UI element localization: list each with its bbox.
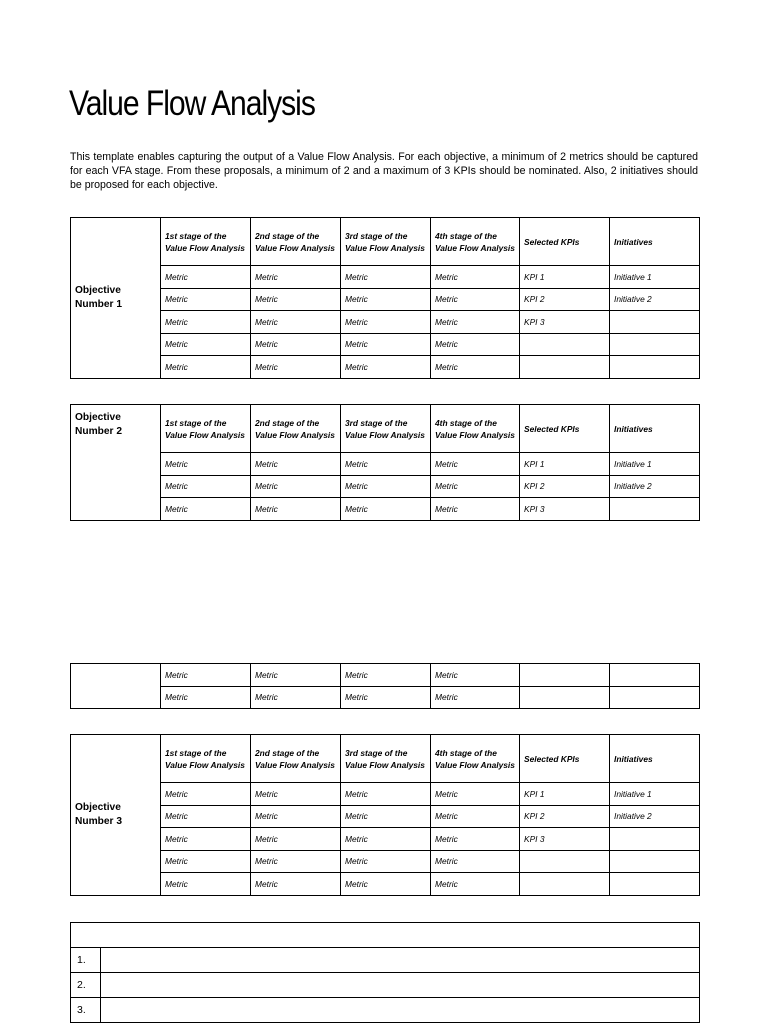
- empty-cell[interactable]: [610, 873, 700, 896]
- metric-cell[interactable]: Metric: [161, 356, 251, 379]
- metric-cell[interactable]: Metric: [251, 828, 341, 851]
- table-row: [71, 828, 700, 851]
- header-stage-4: 4th stage of the Value Flow Analysis: [431, 735, 520, 783]
- empty-cell[interactable]: [610, 686, 700, 709]
- metric-cell[interactable]: Metric: [341, 311, 431, 334]
- initiative-cell[interactable]: Initiative 2: [610, 805, 700, 828]
- kpi-cell[interactable]: KPI 2: [520, 288, 610, 311]
- metric-cell[interactable]: Metric: [251, 356, 341, 379]
- empty-cell[interactable]: [610, 356, 700, 379]
- metric-cell[interactable]: Metric: [251, 498, 341, 521]
- table-header-row: [71, 405, 700, 453]
- objective-3-table: [70, 734, 700, 896]
- list-entry[interactable]: [101, 973, 700, 998]
- list-number: 1.: [71, 948, 101, 973]
- numbered-list-table: [70, 922, 700, 1023]
- metric-cell[interactable]: Metric: [161, 453, 251, 476]
- objective-label: Objective Number 3: [71, 735, 161, 896]
- metric-cell[interactable]: Metric: [161, 266, 251, 289]
- metric-cell[interactable]: Metric: [161, 783, 251, 806]
- empty-cell[interactable]: [610, 850, 700, 873]
- metric-cell[interactable]: Metric: [161, 333, 251, 356]
- header-stage-1: 1st stage of the Value Flow Analysis: [161, 405, 251, 453]
- metric-cell[interactable]: Metric: [161, 311, 251, 334]
- metric-cell[interactable]: Metric: [431, 356, 520, 379]
- header-stage-3: 3rd stage of the Value Flow Analysis: [341, 735, 431, 783]
- metric-cell[interactable]: Metric: [431, 828, 520, 851]
- table-row: [71, 783, 700, 806]
- header-stage-2: 2nd stage of the Value Flow Analysis: [251, 218, 341, 266]
- table-row: [71, 850, 700, 873]
- metric-cell[interactable]: Metric: [431, 475, 520, 498]
- empty-cell[interactable]: [610, 664, 700, 687]
- metric-cell[interactable]: Metric: [251, 805, 341, 828]
- kpi-cell[interactable]: KPI 1: [520, 783, 610, 806]
- list-number: 2.: [71, 973, 101, 998]
- empty-cell[interactable]: [610, 828, 700, 851]
- objective-label-empty: [71, 664, 161, 709]
- header-stage-4: 4th stage of the Value Flow Analysis: [431, 218, 520, 266]
- table-row: [71, 453, 700, 476]
- initiative-cell[interactable]: Initiative 2: [610, 475, 700, 498]
- table-row: [71, 311, 700, 334]
- metric-cell[interactable]: Metric: [161, 664, 251, 687]
- metric-cell[interactable]: Metric: [431, 311, 520, 334]
- empty-cell[interactable]: [520, 686, 610, 709]
- metric-cell[interactable]: Metric: [341, 288, 431, 311]
- metric-cell[interactable]: Metric: [341, 828, 431, 851]
- metric-cell[interactable]: Metric: [251, 288, 341, 311]
- metric-cell[interactable]: Metric: [341, 475, 431, 498]
- empty-cell[interactable]: [520, 850, 610, 873]
- initiative-cell[interactable]: Initiative 2: [610, 288, 700, 311]
- metric-cell[interactable]: Metric: [431, 333, 520, 356]
- table-row: [71, 475, 700, 498]
- metric-cell[interactable]: Metric: [431, 686, 520, 709]
- empty-cell[interactable]: [520, 333, 610, 356]
- metric-cell[interactable]: Metric: [161, 475, 251, 498]
- metric-cell[interactable]: Metric: [431, 873, 520, 896]
- metric-cell[interactable]: Metric: [341, 805, 431, 828]
- objective-label: Objective Number 2: [71, 405, 161, 521]
- header-initiatives: Initiatives: [610, 735, 700, 783]
- metric-cell[interactable]: Metric: [431, 453, 520, 476]
- metric-cell[interactable]: Metric: [341, 783, 431, 806]
- initiative-cell[interactable]: Initiative 1: [610, 783, 700, 806]
- initiative-cell[interactable]: Initiative 1: [610, 453, 700, 476]
- metric-cell[interactable]: Metric: [431, 850, 520, 873]
- metric-cell[interactable]: Metric: [341, 686, 431, 709]
- kpi-cell[interactable]: KPI 1: [520, 453, 610, 476]
- header-stage-1: 1st stage of the Value Flow Analysis: [161, 735, 251, 783]
- objective-1-table: [70, 217, 700, 379]
- header-stage-1: 1st stage of the Value Flow Analysis: [161, 218, 251, 266]
- header-selected-kpis: Selected KPIs: [520, 735, 610, 783]
- metric-cell[interactable]: Metric: [161, 850, 251, 873]
- metric-cell[interactable]: Metric: [161, 873, 251, 896]
- table-row: [71, 498, 700, 521]
- intro-paragraph: This template enables capturing the output of a Value Flow Analysis. For each objective, a minimum of 2 metrics should be captured for each VFA stage. From these proposals, a minimum of 2 and a maximum of 3 KPIs should be nominated. Also, 2 initiatives should be proposed for each objective.: [70, 151, 698, 191]
- metric-cell[interactable]: Metric: [251, 453, 341, 476]
- header-stage-2: 2nd stage of the Value Flow Analysis: [251, 405, 341, 453]
- table-row: [71, 664, 700, 687]
- objective-2-table-continued: [70, 663, 700, 709]
- metric-cell[interactable]: Metric: [431, 664, 520, 687]
- kpi-cell[interactable]: KPI 3: [520, 311, 610, 334]
- metric-cell[interactable]: Metric: [431, 288, 520, 311]
- table-row: [71, 333, 700, 356]
- metric-cell[interactable]: Metric: [251, 686, 341, 709]
- metric-cell[interactable]: Metric: [341, 266, 431, 289]
- kpi-cell[interactable]: KPI 1: [520, 266, 610, 289]
- header-stage-3: 3rd stage of the Value Flow Analysis: [341, 405, 431, 453]
- list-item: [71, 948, 700, 973]
- metric-cell[interactable]: Metric: [341, 873, 431, 896]
- empty-cell[interactable]: [610, 498, 700, 521]
- table-row: [71, 873, 700, 896]
- metric-cell[interactable]: Metric: [341, 664, 431, 687]
- list-number: 3.: [71, 998, 101, 1023]
- metric-cell[interactable]: Metric: [251, 664, 341, 687]
- empty-header-cell[interactable]: [71, 923, 700, 948]
- empty-cell[interactable]: [520, 356, 610, 379]
- metric-cell[interactable]: Metric: [431, 498, 520, 521]
- table-row: [71, 288, 700, 311]
- header-selected-kpis: Selected KPIs: [520, 218, 610, 266]
- metric-cell[interactable]: Metric: [161, 828, 251, 851]
- metric-cell[interactable]: Metric: [341, 850, 431, 873]
- metric-cell[interactable]: Metric: [161, 686, 251, 709]
- header-selected-kpis: Selected KPIs: [520, 405, 610, 453]
- metric-cell[interactable]: Metric: [251, 333, 341, 356]
- metric-cell[interactable]: Metric: [251, 475, 341, 498]
- kpi-cell[interactable]: KPI 3: [520, 828, 610, 851]
- table-row: [71, 356, 700, 379]
- metric-cell[interactable]: Metric: [251, 311, 341, 334]
- list-item: [71, 998, 700, 1023]
- metric-cell[interactable]: Metric: [161, 288, 251, 311]
- header-initiatives: Initiatives: [610, 218, 700, 266]
- kpi-cell[interactable]: KPI 3: [520, 498, 610, 521]
- metric-cell[interactable]: Metric: [431, 266, 520, 289]
- empty-cell[interactable]: [610, 311, 700, 334]
- metric-cell[interactable]: Metric: [431, 805, 520, 828]
- objective-label: Objective Number 1: [71, 218, 161, 379]
- empty-cell[interactable]: [610, 333, 700, 356]
- metric-cell[interactable]: Metric: [161, 805, 251, 828]
- metric-cell[interactable]: Metric: [251, 783, 341, 806]
- metric-cell[interactable]: Metric: [341, 498, 431, 521]
- metric-cell[interactable]: Metric: [251, 873, 341, 896]
- metric-cell[interactable]: Metric: [341, 333, 431, 356]
- initiative-cell[interactable]: Initiative 1: [610, 266, 700, 289]
- list-item: [71, 973, 700, 998]
- list-entry[interactable]: [101, 998, 700, 1023]
- metric-cell[interactable]: Metric: [251, 850, 341, 873]
- metric-cell[interactable]: Metric: [251, 266, 341, 289]
- table-row: [71, 686, 700, 709]
- empty-cell[interactable]: [520, 873, 610, 896]
- kpi-cell[interactable]: KPI 2: [520, 475, 610, 498]
- metric-cell[interactable]: Metric: [341, 356, 431, 379]
- metric-cell[interactable]: Metric: [341, 453, 431, 476]
- table-row: [71, 805, 700, 828]
- objective-2-table: [70, 404, 700, 521]
- header-stage-3: 3rd stage of the Value Flow Analysis: [341, 218, 431, 266]
- table-header-row: [71, 218, 700, 266]
- kpi-cell[interactable]: KPI 2: [520, 805, 610, 828]
- page-title: Value Flow Analysis: [69, 84, 315, 123]
- header-stage-4: 4th stage of the Value Flow Analysis: [431, 405, 520, 453]
- list-entry[interactable]: [101, 948, 700, 973]
- metric-cell[interactable]: Metric: [431, 783, 520, 806]
- metric-cell[interactable]: Metric: [161, 498, 251, 521]
- list-header-row: [71, 923, 700, 948]
- empty-cell[interactable]: [520, 664, 610, 687]
- table-header-row: [71, 735, 700, 783]
- header-initiatives: Initiatives: [610, 405, 700, 453]
- table-row: [71, 266, 700, 289]
- header-stage-2: 2nd stage of the Value Flow Analysis: [251, 735, 341, 783]
